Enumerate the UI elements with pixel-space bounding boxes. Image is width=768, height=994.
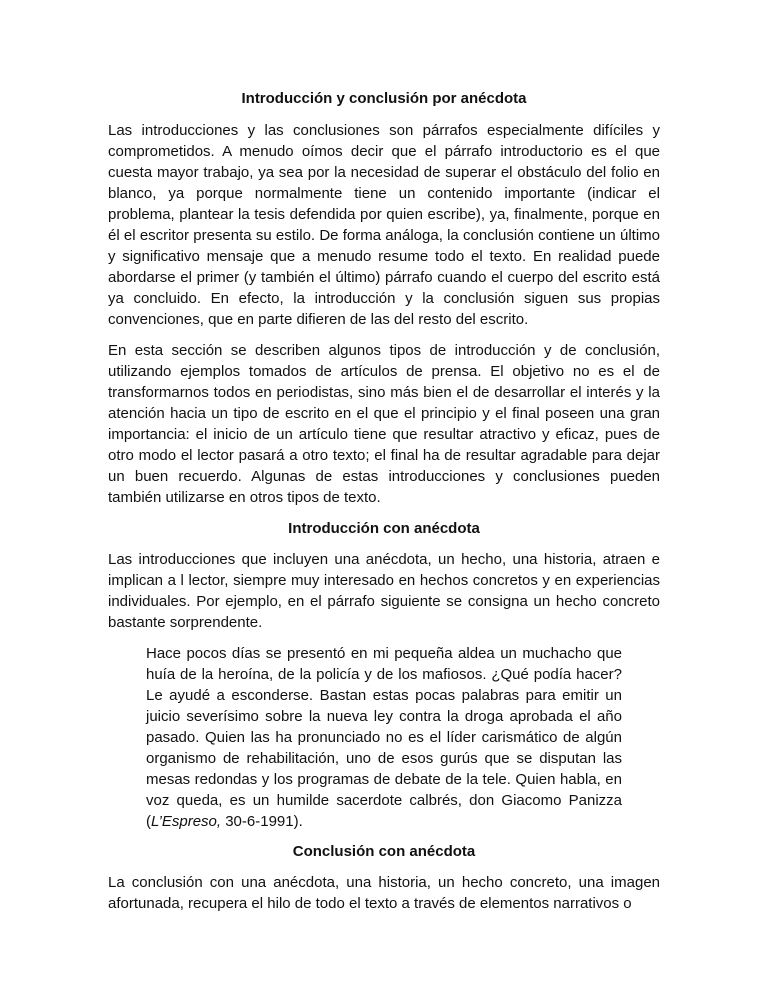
intro-paragraph-2: En esta sección se describen algunos tipos de introducción y de conclusión, utilizando ejemplos tomados de artículos de prensa. El objetivo no es el de transformarnos todos en periodistas, sino más bien el de desarrollar el interés y la atención hacia un tipo de escrito en el que el principio y el final poseen una gran importancia: el inicio de un artículo tiene que resultar atractivo y eficaz, pues de otro modo el lector pasará a otro texto; el final ha de resultar agradable para dejar un buen recuerdo. Algunas de estas introducciones y conclusiones pueden también utilizarse en otros tipos de texto. xyxy=(108,342,660,506)
intro-paragraph-1: Las introducciones y las conclusiones son párrafos especialmente difíciles y comprometidos. A menudo oímos decir que el párrafo introductorio es el que cuesta mayor trabajo, ya sea por la necesidad de superar el obstáculo del folio en blanco, ya porque normalmente tiene un contenido importante (indicar el problema, plantear la tesis defendida por quien escribe), ya, finalmente, porque en él el escritor presenta su estilo. De forma análoga, la conclusión contiene un último y significativo mensaje que a menudo resume todo el texto. En realidad puede abordarse el primer (y también el último) párrafo cuando el cuerpo del escrito está ya concluido. En efecto, la introducción y la conclusión siguen sus propias convenciones, que en parte difieren de las del resto del escrito. xyxy=(108,122,660,328)
quote-source-open: ( xyxy=(146,813,151,830)
quote-source-date: 30-6-1991). xyxy=(221,813,303,830)
block-quote xyxy=(146,643,622,832)
section-heading-introduccion: Introducción con anécdota xyxy=(288,520,480,537)
quote-source-publication: L’Espreso, xyxy=(151,813,222,830)
section2-paragraph: La conclusión con una anécdota, una historia, un hecho concreto, una imagen afortunada, recupera el hilo de todo el texto a través de elementos narrativos o xyxy=(108,874,660,912)
quote-text: Hace pocos días se presentó en mi pequeña aldea un muchacho que huía de la heroína, de la policía y de los mafiosos. ¿Qué podía hacer? Le ayudé a esconderse. Bastan estas pocas palabras para emitir un juicio severísimo sobre la nueva ley contra la droga aprobada el año pasado. Quien las ha pronunciado no es el líder carismático de algún organismo de rehabilitación, uno de esos gurús que se disputan las mesas redondas y los programas de debate de la tele. Quien habla, en voz queda, es un humilde sacerdote calbrés, don Giacomo Panizza xyxy=(146,645,622,809)
document-title: Introducción y conclusión por anécdota xyxy=(241,90,527,107)
document-page xyxy=(108,88,660,924)
section1-paragraph: Las introducciones que incluyen una anécdota, un hecho, una historia, atraen e implican a l lector, siempre muy interesado en hechos concretos y en experiencias individuales. Por ejemplo, en el párrafo siguiente se consigna un hecho concreto bastante sorprendente. xyxy=(108,551,660,631)
section-heading-conclusion: Conclusión con anécdota xyxy=(292,843,476,860)
